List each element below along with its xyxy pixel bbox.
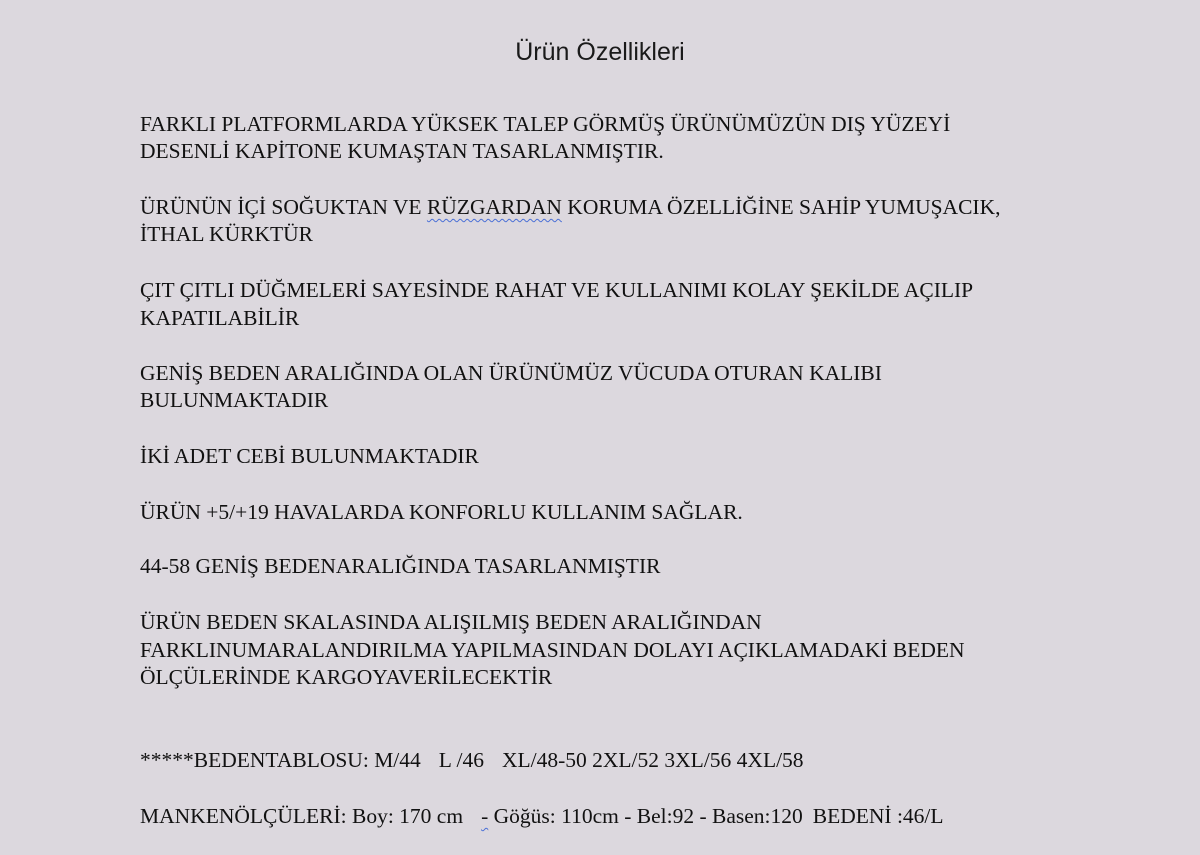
model-measurements-line: [140, 802, 944, 830]
document-title: Ürün Özellikleri: [515, 38, 685, 66]
paragraph-5-line-1: İKİ ADET CEBİ BULUNMAKTADIR: [140, 444, 479, 468]
paragraph-2-text-before: ÜRÜNÜN İÇİ SOĞUKTAN VE: [140, 195, 427, 219]
size-table-line: [140, 746, 804, 774]
paragraph-7-line-1: 44-58 GENİŞ BEDENARALIĞINDA TASARLANMIŞTIR: [140, 554, 661, 578]
paragraph-4-line-2: BULUNMAKTADIR: [140, 388, 329, 412]
size-l: L /46: [438, 748, 484, 772]
paragraph-3-line-2: KAPATILABİLİR: [140, 306, 300, 330]
paragraph-2-line-2: İTHAL KÜRKTÜR: [140, 222, 313, 246]
paragraph-2-text-after: KORUMA ÖZELLİĞİNE SAHİP YUMUŞACIK,: [561, 195, 1001, 219]
spellcheck-flagged-word[interactable]: RÜZGARDAN: [426, 195, 562, 219]
paragraph-2-line-1: [140, 193, 1000, 221]
size-m: M/44: [374, 748, 421, 772]
size-3xl: 3XL/56: [664, 748, 732, 772]
paragraph-1-line-2: DESENLİ KAPİTONE KUMAŞTAN TASARLANMIŞTIR.: [140, 139, 664, 163]
paragraph-6-line-1: ÜRÜN +5/+19 HAVALARDA KONFORLU KULLANIM SAĞLAR.: [140, 500, 743, 524]
size-4xl: 4XL/58: [736, 748, 804, 772]
model-label: MANKENÖLÇÜLERİ: Boy: 170 cm: [140, 804, 464, 828]
paragraph-8-line-2: FARKLINUMARALANDIRILMA YAPILMASINDAN DOLAYI AÇIKLAMADAKİ BEDEN: [140, 638, 965, 662]
size-table-label: *****BEDENTABLOSU:: [140, 748, 369, 772]
size-xl: XL/48-50: [501, 748, 587, 772]
paragraph-8-line-1: ÜRÜN BEDEN SKALASINDA ALIŞILMIŞ BEDEN ARALIĞINDAN: [140, 610, 762, 634]
model-measurements-values: Göğüs: 110cm - Bel:92 - Basen:120: [493, 804, 803, 828]
size-2xl: 2XL/52: [592, 748, 660, 772]
paragraph-3-line-1: ÇIT ÇITLI DÜĞMELERİ SAYESİNDE RAHAT VE KULLANIMI KOLAY ŞEKİLDE AÇILIP: [140, 278, 974, 302]
paragraph-4-line-1: GENİŞ BEDEN ARALIĞINDA OLAN ÜRÜNÜMÜZ VÜCUDA OTURAN KALIBI: [140, 361, 882, 385]
spellcheck-flagged-separator[interactable]: -: [481, 804, 489, 828]
paragraph-8-line-3: ÖLÇÜLERİNDE KARGOYAVERİLECEKTİR: [140, 665, 553, 689]
model-size-label: BEDENİ :46/L: [812, 804, 944, 828]
paragraph-1-line-1: FARKLI PLATFORMLARDA YÜKSEK TALEP GÖRMÜŞ ÜRÜNÜMÜZÜN DIŞ YÜZEYİ: [140, 112, 951, 136]
